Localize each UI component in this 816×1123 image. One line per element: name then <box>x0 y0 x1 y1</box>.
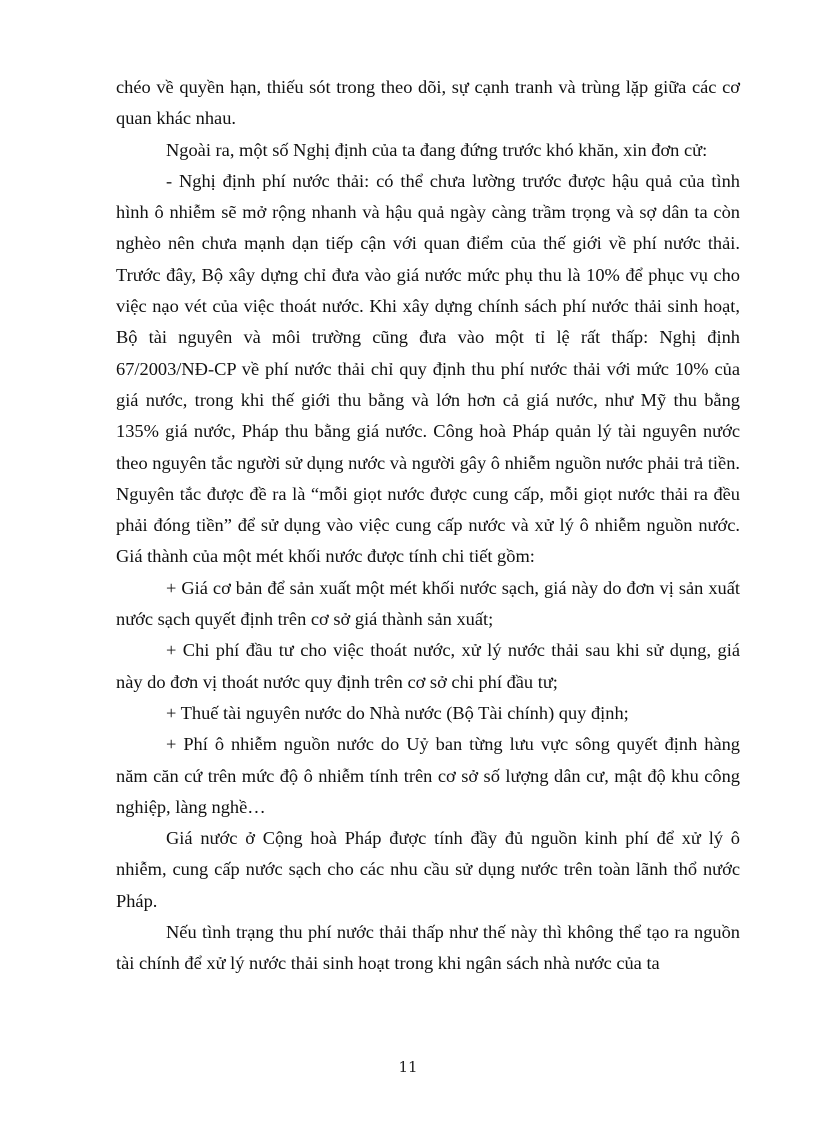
list-item-pollution-fee: + Phí ô nhiễm nguồn nước do Uỷ ban từng lưu vực sông quyết định hàng năm căn cứ trên mức độ ô nhiễm tính trên cơ sở số lượng dân cư, mật độ khu công nghiệp, làng nghề… <box>116 734 740 817</box>
list-item-investment-cost: + Chi phí đầu tư cho việc thoát nước, xử lý nước thải sau khi sử dụng, giá này do đơn vị thoát nước quy định trên cơ sở chi phí đầu tư; <box>116 640 740 692</box>
document-body <box>116 72 740 980</box>
paragraph-intro: Ngoài ra, một số Nghị định của ta đang đứng trước khó khăn, xin đơn cử: <box>166 139 708 160</box>
page-number: 11 <box>398 1058 418 1076</box>
paragraph-france-price: Giá nước ở Cộng hoà Pháp được tính đầy đủ nguồn kinh phí để xử lý ô nhiễm, cung cấp nước sạch cho các nhu cầu sử dụng nước trên toàn lãnh thổ nước Pháp. <box>116 828 740 911</box>
list-item-resource-tax: + Thuế tài nguyên nước do Nhà nước (Bộ Tài chính) quy định; <box>166 702 629 723</box>
paragraph-wastewater-fee: - Nghị định phí nước thải: có thể chưa lường trước được hậu quả của tình hình ô nhiễm sẽ mở rộng nhanh và hậu quả ngày càng trầm trọng và sợ dân ta còn nghèo nên chưa mạnh dạn tiếp cận với quan điểm của thế giới về phí nước thải. Trước đây, Bộ xây dựng chỉ đưa vào giá nước mức phụ thu là 10% để phục vụ cho việc nạo vét của việc thoát nước. Khi xây dựng chính sách phí nước thải sinh hoạt, Bộ tài nguyên và môi trường cũng đưa vào một tỉ lệ rất thấp: Nghị định 67/2003/NĐ-CP về phí nước thải chỉ quy định thu phí nước thải với mức 10% của giá nước, trong khi thế giới thu bằng và lớn hơn cả giá nước, như Mỹ thu bằng 135% giá nước, Pháp thu bằng giá nước. Công hoà Pháp quản lý tài nguyên nước theo nguyên tắc người sử dụng nước và người gây ô nhiễm nguồn nước phải trả tiền. Nguyên tắc được đề ra là “mỗi giọt nước được cung cấp, mỗi giọt nước thải ra đều phải đóng tiền” để sử dụng vào việc cung cấp nước và xử lý ô nhiễm nguồn nước. Giá thành của một mét khối nước được tính chi tiết gồm: <box>116 170 740 567</box>
paragraph-continuation: chéo về quyền hạn, thiếu sót trong theo dõi, sự cạnh tranh và trùng lặp giữa các cơ quan khác nhau. <box>116 77 740 129</box>
paragraph-conclusion: Nếu tình trạng thu phí nước thải thấp như thế này thì không thể tạo ra nguồn tài chính để xử lý nước thải sinh hoạt trong khi ngân sách nhà nước của ta <box>116 922 740 974</box>
list-item-base-price: + Giá cơ bản để sản xuất một mét khối nước sạch, giá này do đơn vị sản xuất nước sạch quyết định trên cơ sở giá thành sản xuất; <box>116 577 740 630</box>
